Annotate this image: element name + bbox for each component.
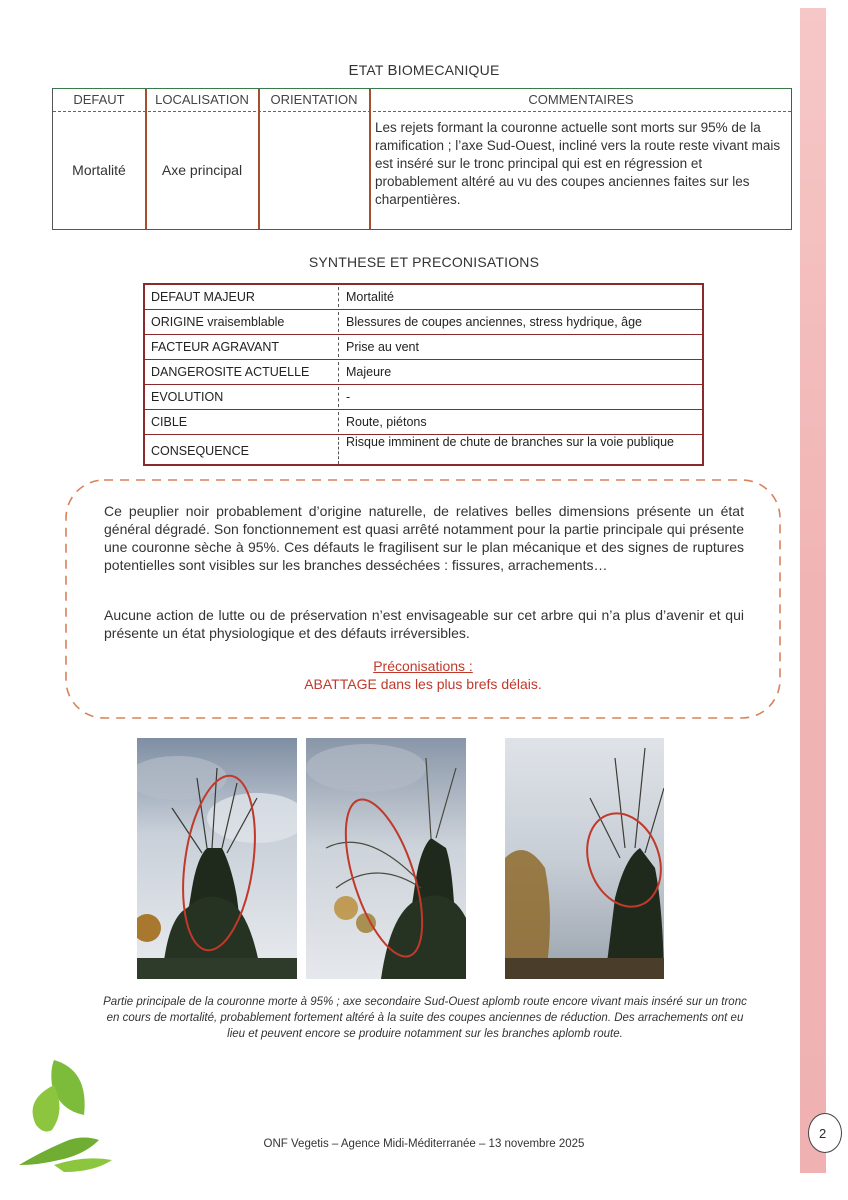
row-value: Risque imminent de chute de branches sur la voie publique (346, 435, 674, 449)
tree-photo-1 (137, 738, 297, 979)
cell-defaut: Mortalité (72, 162, 126, 178)
cell-commentaire: Les rejets formant la couronne actuelle sont morts sur 95% de la ramification ; l’axe Sud-Ouest, incliné vers la route reste vivant mais est inséré sur le tronc principal qui est en régression et probablement altéré au vu des coupes anciennes faites sur les charpentières. (375, 120, 781, 207)
page-number: 2 (808, 1113, 842, 1153)
row-value: Mortalité (346, 290, 394, 304)
etat-table (52, 88, 792, 230)
row-key: DEFAUT MAJEUR (151, 290, 255, 304)
row-key: FACTEUR AGRAVANT (151, 340, 280, 354)
page-footer: ONF Vegetis – Agence Midi-Méditerranée – 13 novembre 2025 (263, 1138, 585, 1150)
row-key: ORIGINE vraisemblable (151, 315, 285, 329)
row-key: CONSEQUENCE (151, 443, 249, 458)
row-value: Route, piétons (346, 415, 427, 429)
summary-box (64, 478, 782, 720)
side-band (800, 8, 826, 1173)
table-row (145, 385, 702, 410)
table-row (145, 435, 702, 466)
column-divider (369, 89, 371, 229)
row-key: EVOLUTION (151, 390, 224, 404)
table-row (145, 335, 702, 360)
row-value: Prise au vent (346, 340, 419, 354)
synthese-table (143, 283, 704, 466)
table-row (145, 360, 702, 385)
cell-localisation: Axe principal (161, 162, 243, 178)
row-value: - (346, 390, 351, 404)
row-key: DANGEROSITE ACTUELLE (151, 365, 310, 379)
table-row (145, 410, 702, 435)
row-key: CIBLE (151, 415, 188, 429)
row-value: Blessures de coupes anciennes, stress hydrique, âge (346, 315, 643, 329)
summary-paragraph-1: Ce peuplier noir probablement d’origine naturelle, de relatives belles dimensions présente un état général dégradé. Son fonctionnement est quasi arrêté notamment pour la partie principale qui présente une couronne sèche à 95%. Ces défauts le fragilisent sur le plan mécanique et des signes de ruptures potentielles sont visibles sur les branches desséchées : fissures, arrachements… (104, 503, 744, 573)
table-row (145, 285, 702, 310)
leaf-logo (14, 1040, 114, 1180)
photo-caption: Partie principale de la couronne morte à 95% ; axe secondaire Sud-Ouest aplomb route encore vivant mais inséré sur un tronc en cours de mortalité, probablement fortement altéré à la suite des coupes anciennes de réduction. Des arrachements ont eu lieu et peuvent encore se produire notamment sur les branches aplomb route. (103, 996, 747, 1040)
synthese-title: SYNTHESE ET PRECONISATIONS (308, 254, 540, 270)
preconisations-value: ABATTAGE dans les plus brefs délais. (304, 676, 542, 692)
header-orientation: ORIENTATION (270, 92, 358, 107)
header-localisation: LOCALISATION (155, 92, 249, 107)
header-defaut: DEFAUT (73, 92, 125, 107)
table-row (145, 310, 702, 335)
tree-photo-2 (306, 738, 466, 979)
row-value: Majeure (346, 365, 392, 379)
tree-photo-3 (505, 738, 664, 979)
preconisations-title: Préconisations : (373, 658, 473, 674)
cell-orientation (259, 111, 369, 229)
etat-title: ETAT BIOMECANIQUE (348, 62, 500, 79)
header-commentaires: COMMENTAIRES (528, 92, 634, 107)
summary-paragraph-2: Aucune action de lutte ou de préservation n’est envisageable sur cet arbre qui n’a plus d’avenir et qui présente un état physiologique et des défauts irréversibles. (104, 607, 744, 641)
